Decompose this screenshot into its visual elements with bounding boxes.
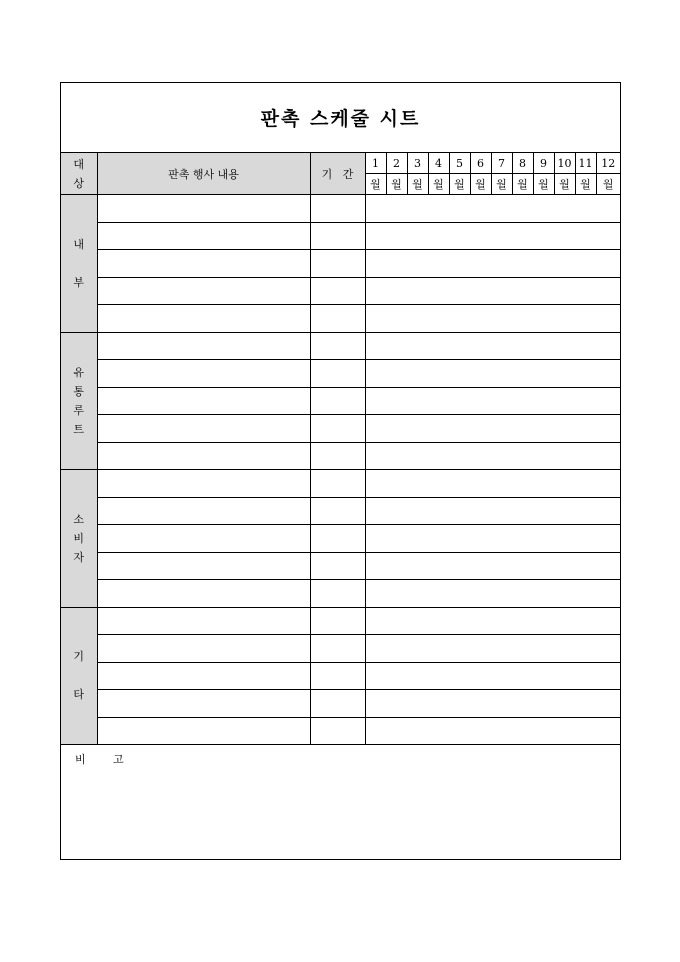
period-cell[interactable] [310,635,365,663]
month-span-cell[interactable] [365,250,620,278]
month-number-8: 8 [512,153,533,174]
category-cell [61,332,97,470]
category-char: 타 [73,688,85,702]
content-cell[interactable] [97,250,310,278]
period-cell[interactable] [310,690,365,718]
category-char: 자 [73,550,85,564]
schedule-row [61,250,620,278]
content-cell[interactable] [97,195,310,223]
month-unit-4: 월 [428,174,449,195]
month-number-5: 5 [449,153,470,174]
target-header [61,153,97,195]
month-span-cell[interactable] [365,690,620,718]
content-cell[interactable] [97,552,310,580]
period-cell[interactable] [310,552,365,580]
schedule-row [61,717,620,745]
content-cell[interactable] [97,690,310,718]
month-unit-6: 월 [470,174,491,195]
content-cell[interactable] [97,387,310,415]
category-char: 기 [73,650,85,664]
period-cell[interactable] [310,332,365,360]
schedule-row [61,635,620,663]
content-cell[interactable] [97,497,310,525]
period-cell[interactable] [310,277,365,305]
schedule-row [61,222,620,250]
month-unit-8: 월 [512,174,533,195]
schedule-row [61,305,620,333]
month-span-cell[interactable] [365,717,620,745]
month-unit-10: 월 [554,174,575,195]
period-header [310,153,365,195]
content-cell[interactable] [97,360,310,388]
month-span-cell[interactable] [365,360,620,388]
content-cell[interactable] [97,222,310,250]
month-number-9: 9 [533,153,554,174]
category-char: 유 [73,365,85,379]
category-char [61,666,97,685]
schedule-row [61,525,620,553]
schedule-table [61,153,620,745]
category-char: 비 [73,531,85,545]
schedule-row [61,442,620,470]
month-unit-9: 월 [533,174,554,195]
month-number-11: 11 [575,153,596,174]
month-span-cell[interactable] [365,580,620,608]
schedule-row [61,387,620,415]
month-span-cell[interactable] [365,525,620,553]
month-span-cell[interactable] [365,662,620,690]
schedule-row [61,607,620,635]
schedule-row [61,277,620,305]
month-number-12: 12 [596,153,620,174]
schedule-row [61,580,620,608]
month-span-cell[interactable] [365,497,620,525]
month-span-cell[interactable] [365,222,620,250]
category-char: 내 [73,237,85,251]
category-char: 트 [73,422,85,436]
category-cell [61,607,97,745]
header-row-top [61,153,620,174]
remark-label-a: 비 [75,753,86,766]
period-header-b: 간 [342,167,354,181]
content-cell[interactable] [97,635,310,663]
remark-area[interactable] [61,747,620,859]
category-char: 통 [73,384,85,398]
month-number-4: 4 [428,153,449,174]
period-cell[interactable] [310,470,365,498]
period-cell[interactable] [310,525,365,553]
schedule-row [61,662,620,690]
month-unit-11: 월 [575,174,596,195]
period-cell[interactable] [310,607,365,635]
content-cell[interactable] [97,607,310,635]
content-cell[interactable] [97,442,310,470]
content-header: 판촉 행사 내용 [97,153,310,195]
schedule-row [61,552,620,580]
month-unit-2: 월 [386,174,407,195]
schedule-row [61,690,620,718]
period-cell[interactable] [310,250,365,278]
schedule-row [61,195,620,223]
schedule-row [61,470,620,498]
period-cell[interactable] [310,305,365,333]
category-char: 루 [73,403,85,417]
month-unit-3: 월 [407,174,428,195]
month-number-1: 1 [365,153,386,174]
period-cell[interactable] [310,222,365,250]
period-cell[interactable] [310,195,365,223]
schedule-row [61,360,620,388]
category-cell [61,470,97,608]
content-cell[interactable] [97,580,310,608]
sheet-title: 판촉 스케줄 시트 [61,83,620,153]
month-number-6: 6 [470,153,491,174]
period-cell[interactable] [310,497,365,525]
category-char: 소 [73,512,85,526]
month-number-7: 7 [491,153,512,174]
content-cell[interactable] [97,525,310,553]
schedule-row [61,415,620,443]
target-header-bottom: 상 [73,176,85,190]
schedule-sheet [60,82,621,860]
month-number-3: 3 [407,153,428,174]
schedule-row [61,332,620,360]
category-char [61,254,97,273]
month-number-2: 2 [386,153,407,174]
content-cell[interactable] [97,470,310,498]
month-span-cell[interactable] [365,305,620,333]
remark-label-b: 고 [113,753,124,766]
month-span-cell[interactable] [365,415,620,443]
month-span-cell[interactable] [365,635,620,663]
content-cell[interactable] [97,277,310,305]
target-header-top: 대 [73,157,85,171]
schedule-row [61,497,620,525]
month-span-cell[interactable] [365,195,620,223]
period-cell[interactable] [310,717,365,745]
period-cell[interactable] [310,415,365,443]
month-span-cell[interactable] [365,277,620,305]
content-cell[interactable] [97,717,310,745]
month-number-10: 10 [554,153,575,174]
category-cell [61,195,97,333]
period-header-a: 기 [321,167,333,181]
period-cell[interactable] [310,580,365,608]
period-cell[interactable] [310,387,365,415]
period-cell[interactable] [310,360,365,388]
month-unit-1: 월 [365,174,386,195]
month-span-cell[interactable] [365,470,620,498]
month-span-cell[interactable] [365,442,620,470]
content-cell[interactable] [97,332,310,360]
period-cell[interactable] [310,662,365,690]
category-char: 부 [73,275,85,289]
month-span-cell[interactable] [365,607,620,635]
content-cell[interactable] [97,415,310,443]
content-cell[interactable] [97,305,310,333]
month-span-cell[interactable] [365,332,620,360]
month-span-cell[interactable] [365,387,620,415]
content-cell[interactable] [97,662,310,690]
month-span-cell[interactable] [365,552,620,580]
month-unit-5: 월 [449,174,470,195]
month-unit-7: 월 [491,174,512,195]
period-cell[interactable] [310,442,365,470]
month-unit-12: 월 [596,174,620,195]
